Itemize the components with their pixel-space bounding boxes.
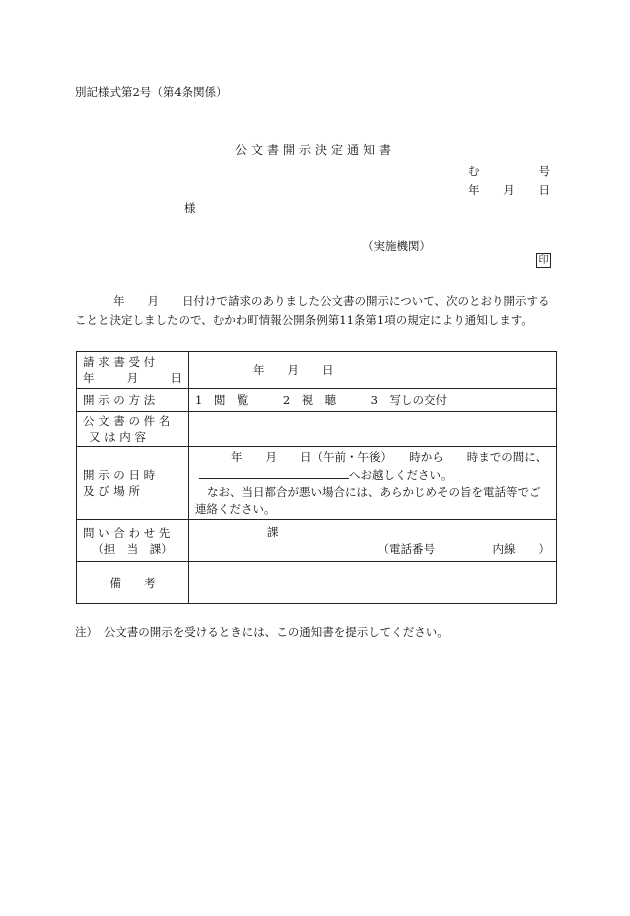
doc-name-label-line2: 又 は 内 容 xyxy=(89,430,146,444)
method-label-text: 開 示 の 方 法 xyxy=(83,393,156,407)
request-date-label xyxy=(77,352,189,389)
table-row xyxy=(77,520,557,562)
contact-dept: 課 xyxy=(267,524,279,539)
date-month: 月 xyxy=(503,183,515,197)
request-date-label-line2 xyxy=(83,370,182,386)
document-date xyxy=(468,182,550,198)
date-year: 年 xyxy=(468,183,480,197)
table-row xyxy=(77,562,557,604)
remarks-value xyxy=(189,562,557,604)
document-number-prefix: む xyxy=(468,164,480,178)
contact-label xyxy=(77,520,189,562)
document-title: 公文書開示決定通知書 xyxy=(234,143,395,157)
request-date-text: 年 月 日 xyxy=(253,363,334,377)
contact-value xyxy=(189,520,557,562)
issuing-agency: （実施機関） xyxy=(362,239,431,253)
disclosure-form-table xyxy=(76,351,557,604)
date-day: 日 xyxy=(538,183,550,197)
contact-phone: （電話番号 内線 ） xyxy=(377,541,550,556)
doc-name-label xyxy=(77,412,189,447)
label-month: 月 xyxy=(126,371,139,385)
table-row xyxy=(77,447,557,520)
remarks-label: 備 考 xyxy=(77,562,189,604)
table-row xyxy=(77,352,557,389)
method-label xyxy=(77,389,189,412)
datetime-label-line1: 開 示 の 日 時 xyxy=(83,468,156,482)
form-reference: 別記様式第2号（第4条関係） xyxy=(75,85,228,99)
table-row xyxy=(77,412,557,447)
datetime-label-line2: 及 び 場 所 xyxy=(83,484,140,498)
addressee: 様 xyxy=(184,201,196,215)
label-day: 日 xyxy=(170,371,182,385)
datetime-value xyxy=(189,447,557,520)
request-date-value xyxy=(189,352,557,389)
body-text: 年 月 日付けで請求のありました公文書の開示について、次のとおり開示することと決定しましたので、むかわ町情報公開条例第11条第1項の規定により通知します。 xyxy=(75,294,550,327)
document-number xyxy=(468,163,550,179)
label-year: 年 xyxy=(83,371,95,385)
datetime-line2-text: へお越しください。 xyxy=(349,467,453,482)
doc-name-value xyxy=(189,412,557,447)
datetime-line1: 年 月 日（午前・午後） 時から 時までの間に、 xyxy=(231,449,548,464)
method-value: 1 閲 覧 2 視 聴 3 写しの交付 xyxy=(189,389,557,412)
contact-label-line1: 問 い 合 わ せ 先 xyxy=(83,525,171,540)
request-date-label-line1: 請 求 書 受 付 xyxy=(83,355,156,369)
datetime-line3: なお、当日都合が悪い場合には、あらかじめその旨を電話等でご連絡ください。 xyxy=(195,484,541,516)
table-row xyxy=(77,389,557,412)
datetime-line2 xyxy=(195,466,550,484)
place-blank-line xyxy=(199,466,349,479)
contact-label-line2: （担 当 課） xyxy=(92,541,173,556)
doc-name-label-line1: 公 文 書 の 件 名 xyxy=(83,414,171,428)
datetime-label xyxy=(77,447,189,520)
seal-mark: 印 xyxy=(536,253,551,268)
footnote: 注） 公文書の開示を受けるときには、この通知書を提示してください。 xyxy=(75,625,449,639)
document-number-suffix: 号 xyxy=(538,164,550,178)
